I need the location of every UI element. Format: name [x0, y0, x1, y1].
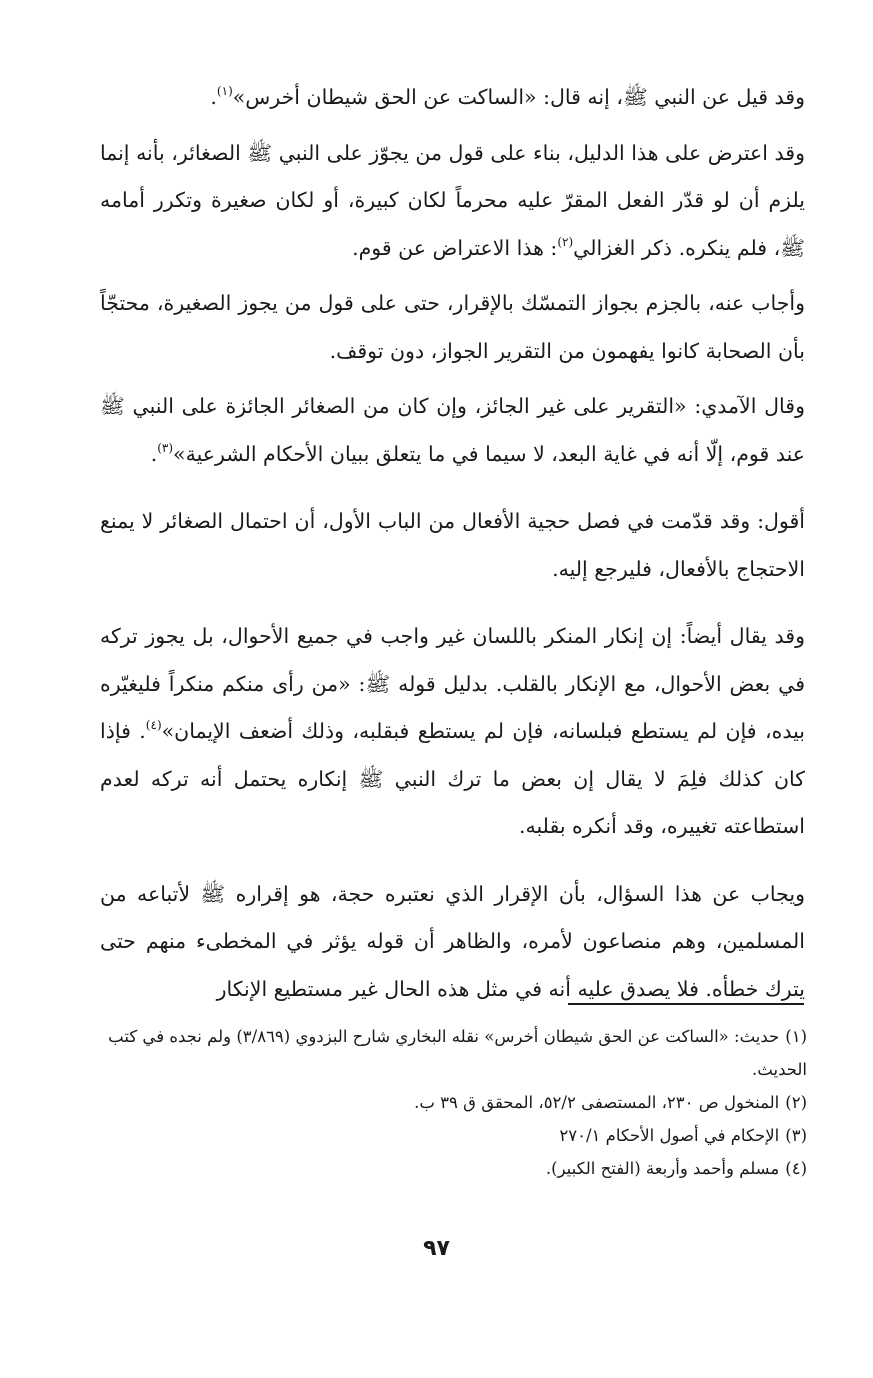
footnote-ref-3: (٣) [157, 440, 174, 455]
page-number: ٩٧ [423, 1236, 450, 1261]
footnote-4: (٤)مسلم وأحمد وأربعة (الفتح الكبير). [545, 1159, 807, 1178]
footnotes [100, 1020, 807, 1185]
footnote-divider [568, 1003, 804, 1005]
paragraph-2: وقد اعترض على هذا الدليل، بناء على قول من يجوّز على النبي ﷺ الصغائر، بأنه إنما يلزم أن لو قدّر الفعل المقرّ عليه محرماً لكان كبيرة، أو لكان صغيرة وتكرر أمامه ﷺ، فلم ينكره. ذكر الغزالي$^{(٢)}$: هذا الاعتراض عن قوم. [100, 140, 805, 260]
paragraph-4: وقال الآمدي: «التقرير على غير الجائز، وإن كان من الصغائر الجائزة على النبي ﷺ عند قوم، إلّا أنه في غاية البعد، لا سيما في ما يتعلق ببيان الأحكام الشرعية»$^{(٣)}$. [100, 394, 805, 466]
paragraph-5: أقول: وقد قدّمت في فصل حجية الأفعال من الباب الأول، أن احتمال الصغائر لا يمنع الاحتجاج بالأفعال، فليرجع إليه. [100, 509, 805, 581]
paragraph-7: ويجاب عن هذا السؤال، بأن الإقرار الذي نعتبره حجة، هو إقراره ﷺ لأتباعه من المسلمين، وهم منصاعون لأمره، والظاهر أن قوله يؤثر في المخطىء منهم حتى يترك خطأه. فلا يصدق عليه أنه في مثل هذه الحال غير مستطيع الإنكار [100, 881, 805, 1001]
main-text [100, 74, 805, 1013]
footnote-1: (١)حديث: «الساكت عن الحق شيطان أخرس» نقله البخاري شارح البزدوي (٣/٨٦٩) ولم نجده في كتب الحديث. [108, 1027, 807, 1079]
paragraph-6: وقد يقال أيضاً: إن إنكار المنكر باللسان غير واجب في جميع الأحوال، بل يجوز تركه في بعض الأحوال، مع الإنكار بالقلب. بدليل قوله ﷺ: «من رأى منكم منكراً فليغيّره بيده، فإن لم يستطع فبلسانه، فإن لم يستطع فبقلبه، وذلك أضعف الإيمان»$^{(٤)}$. فإذا كان كذلك فلِمَ لا يقال إن بعض ما ترك النبي ﷺ إنكاره يحتمل أنه تركه لعدم استطاعته تغييره، وقد أنكره بقلبه. [100, 624, 805, 838]
paragraph-3: وأجاب عنه، بالجزم بجواز التمسّك بالإقرار، حتى على قول من يجوز الصغيرة، محتجّاً بأن الصحابة كانوا يفهمون من التقرير الجواز، دون توقف. [100, 291, 805, 363]
footnote-3: (٣)الإحكام في أصول الأحكام ٢٧٠/١ [559, 1126, 807, 1145]
footnote-ref-2: (٢) [557, 234, 574, 249]
footnote-ref-4: (٤) [145, 718, 162, 732]
footnote-2: (٢)المنخول ص ٢٣٠، المستصفى ٥٢/٢، المحقق ق ٣٩ ب. [414, 1093, 807, 1112]
footnote-ref-1: (١) [216, 84, 233, 98]
paragraph-1: وقد قيل عن النبي ﷺ، إنه قال: «الساكت عن الحق شيطان أخرس»$^{(١)}$. [210, 84, 805, 109]
